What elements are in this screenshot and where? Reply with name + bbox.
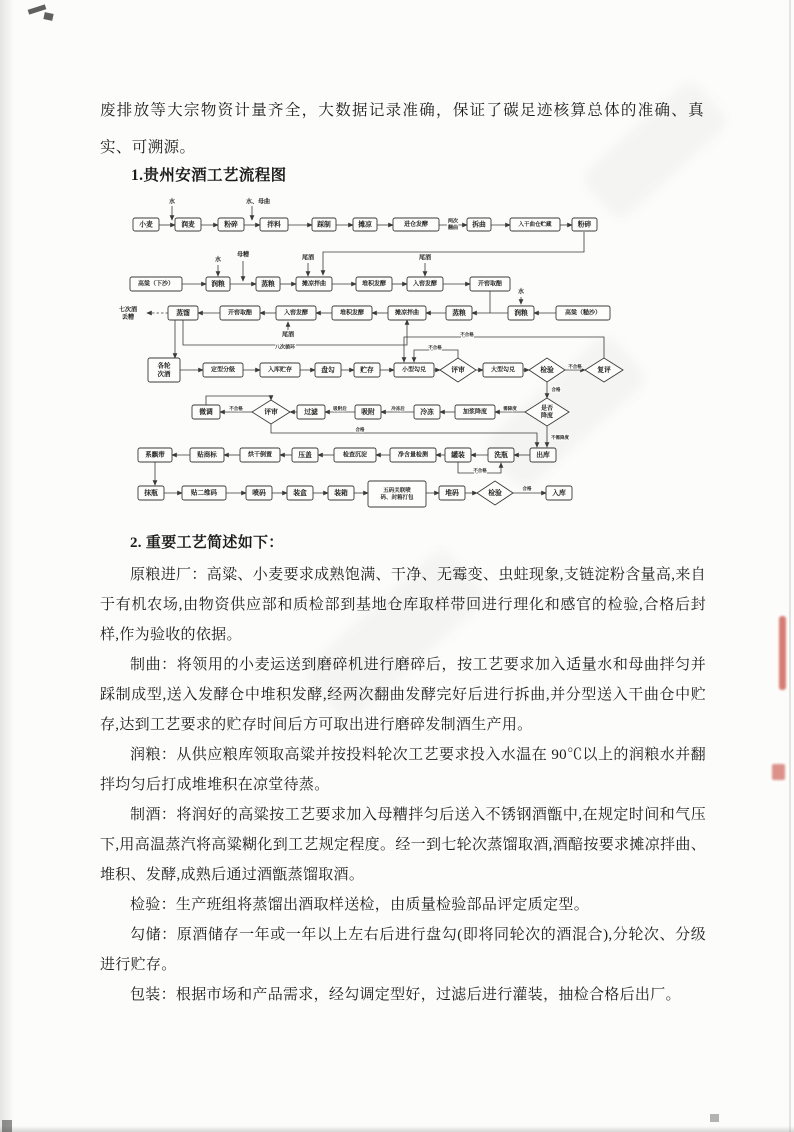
flow-text: 不需降度 (551, 435, 569, 441)
flow-text: 水 (214, 257, 222, 264)
flow-node-lengdong (414, 405, 440, 419)
flow-node-guolv (297, 405, 325, 419)
flow-text: 吸附后 (333, 406, 347, 412)
flow-node-zhuanghe (287, 486, 313, 500)
flow-edge (323, 232, 584, 275)
flow-text: 进仓发酵 (403, 222, 429, 229)
flow-text: 压盖 (298, 451, 312, 459)
flow-text: 合格 (551, 387, 561, 393)
flow-text: 堆码 (445, 489, 459, 497)
body-paragraph: 原粮进厂：高粱、小麦要求成熟饱满、干净、无霉变、虫蛀现象,支链淀粉含量高,来自于有机农场,由物资供应部和质检部到基地仓库取样带回进行理化和感官的检验,合格后封样,作为验收的依据。 (100, 567, 706, 643)
flow-text: 评审 (451, 366, 465, 374)
flow-text: 水 (517, 289, 525, 296)
flow-text: 需降度 (503, 406, 517, 412)
flow-node-duiji-fajiao-1 (356, 277, 392, 291)
flow-node-jiancha-chendian (334, 448, 376, 462)
flow-text: 降度 (540, 413, 554, 420)
flow-node-runliang-1 (206, 277, 230, 291)
flow-text: 开窖取醅 (227, 310, 253, 317)
flow-node-tie-erweima (182, 486, 226, 500)
flow-node-gaoliang-caosha (556, 306, 610, 320)
flow-nodes (130, 218, 623, 507)
flow-node-fensui-2 (572, 218, 597, 231)
flow-node-pangou (315, 363, 341, 377)
flow-text: 摊凉拌曲 (301, 281, 327, 288)
flow-text: 踩制 (317, 221, 331, 229)
flow-text: 粉碎 (224, 221, 238, 229)
flow-text: 入库贮存 (267, 367, 293, 374)
flow-text: 润粮 (211, 280, 225, 288)
flow-text: 摊凉 (358, 221, 372, 229)
body-paragraph: 制酒：将润好的高粱按工艺要求加入母糟拌匀后送入不锈钢酒甑中,在规定时间和气压下,用高温蒸汽将高粱糊化到工艺规定程度。经一到七轮次蒸馏取酒,酒醅按要求摊凉拌曲、堆积、发酵,成熟后通过酒甑蒸馏取酒。 (100, 807, 706, 883)
flow-text: 洗瓶 (494, 451, 508, 459)
flow-node-xiaomai (133, 218, 159, 231)
flow-text: 水 (168, 199, 176, 206)
flow-text: 喷码 (252, 489, 266, 497)
flowchart-heading: 1.贵州安酒工艺流程图 (131, 167, 287, 184)
flow-text: 润粮 (514, 309, 528, 317)
flow-text: 高粱（糙沙） (564, 310, 602, 317)
flow-text: 翻曲 (447, 224, 459, 231)
flow-text: 尾酒 (418, 255, 432, 262)
flow-node-shifou-jiangdu (525, 398, 569, 426)
flow-text: 七次酒 (118, 307, 138, 314)
flow-text: 拌料 (267, 221, 281, 229)
flow-node-jinghanliang-jiance (390, 448, 436, 462)
process-heading: 2. 重要工艺简述如下： (130, 535, 284, 551)
flow-text: 大型勾兑 (490, 367, 516, 374)
flow-text: 盘勾 (321, 366, 335, 374)
flow-node-runmai (175, 218, 201, 231)
flow-node-pingshen-1 (440, 358, 476, 382)
flow-text: 加浆降度 (462, 409, 488, 416)
flow-text: 不合格 (428, 345, 442, 351)
flow-node-honggan-daozhi (240, 448, 280, 462)
red-ink-mark (779, 616, 786, 690)
flow-node-xipiaodai (138, 448, 172, 462)
flow-node-jiajiang-jiangdu (455, 405, 495, 419)
flow-text: 蒸粮 (452, 309, 466, 317)
flow-node-caizhi (312, 218, 336, 231)
flow-text: 抹瓶 (144, 489, 158, 497)
flow-edge (206, 396, 271, 405)
flow-text: 贴二维码 (191, 489, 217, 497)
flow-node-fensui-1 (218, 218, 244, 231)
flow-node-fuping (585, 358, 623, 382)
flow-node-duiji-fajiao-2 (332, 306, 372, 320)
flow-node-maping (138, 486, 164, 500)
body-paragraph: 勾储：原酒储存一年或一年以上左右后进行盘勾(即将同轮次的酒混合),分轮次、分级进行贮存。 (100, 927, 706, 973)
flow-node-xiping (488, 448, 514, 462)
flow-node-tieshangbiao (190, 448, 224, 462)
flowchart-svg (95, 192, 710, 537)
flow-text: 母糟 (236, 252, 250, 259)
process-description (100, 528, 706, 1010)
flow-text: 过滤 (304, 408, 318, 416)
flow-node-daxing-goudui (483, 363, 523, 377)
flow-text: 拆曲 (472, 221, 486, 229)
body-paragraph: 检验：生产班组将蒸馏出酒取样送检，由质量检验部品评定质定型。 (130, 897, 590, 913)
flow-text: 次酒 (157, 370, 171, 378)
flow-text: 蒸粮 (261, 280, 275, 288)
flow-text: 烘干倒置 (247, 452, 273, 459)
flow-node-jianyan-1 (529, 358, 565, 382)
flow-text: 两次 (447, 218, 459, 225)
body-paragraph: 润粮：从供应粮库领取高粱并按投料轮次工艺要求投入水温在 90℃以上的润粮水并翻拌均匀后打成堆堆积在凉堂待蒸。 (100, 747, 706, 793)
flow-node-jincang-fajiao (393, 218, 439, 231)
flow-text: 吸附 (361, 408, 375, 416)
flow-text: 蒸馏 (176, 309, 190, 317)
flow-node-gaoliang-xiasha (130, 277, 182, 291)
flow-node-tanliang-banqu-1 (296, 277, 332, 291)
flow-node-ruku (546, 486, 572, 500)
flow-text: 润麦 (181, 221, 195, 229)
flow-text: 入库 (552, 489, 566, 497)
flow-node-ruku-zhucun (260, 363, 300, 377)
flow-node-guanzhuang (445, 448, 471, 462)
flow-text: 冷冻后 (391, 406, 405, 412)
flow-text: 尾酒 (281, 332, 295, 339)
flow-text: 评审 (264, 408, 278, 416)
flow-node-pingshen-2 (252, 400, 290, 424)
scan-corner-mark (710, 1114, 719, 1122)
paragraphs (100, 560, 706, 1010)
intro-paragraph: 废排放等大宗物资计量齐全，大数据记录准确，保证了碳足迹核算总体的准确、真实、可溯源。 (100, 102, 704, 156)
flow-node-banliao (260, 218, 288, 231)
flow-text: 码、封箱打包 (380, 495, 414, 502)
flow-node-kaijiao-qupei-1 (470, 277, 510, 291)
flow-edge (271, 424, 537, 447)
flow-text: 检验 (488, 489, 502, 497)
flow-node-chaiqu (467, 218, 491, 231)
flow-node-zhuangxiang (328, 486, 354, 500)
flow-node-chuku (530, 448, 556, 462)
flow-text: 微调 (199, 408, 213, 416)
flow-edge (183, 320, 407, 345)
flow-text: 小麦 (139, 221, 153, 229)
flow-text: 水、母曲 (245, 199, 271, 206)
flow-node-xifu (355, 405, 381, 419)
flow-node-runliang-2 (508, 306, 534, 320)
flow-node-zhengliang-1 (256, 277, 280, 291)
scan-edge-line (789, 0, 791, 1132)
scan-corner-mark (2, 1120, 12, 1132)
flow-text: 高粱（下沙） (137, 281, 175, 288)
flow-node-penma (246, 486, 272, 500)
flow-text: 入窖发酵 (283, 310, 309, 317)
body-paragraph: 制曲：将领用的小麦运送到磨碎机进行磨碎后，按工艺要求加入适量水和母曲拌匀并踩制成型,送入发酵仓中堆积发酵,经两次翻曲发酵完好后进行拆曲,并分型送入干曲仓中贮存,达到工艺要求的贮存时间后方可取出进行磨碎发制酒生产用。 (100, 657, 706, 733)
flow-text: 各轮 (157, 362, 171, 370)
flow-text: 五码关联喷 (383, 487, 411, 494)
flow-text: 是否 (540, 405, 554, 412)
flow-text: 八次循环 (274, 344, 296, 351)
flow-text: 堆积发酵 (339, 310, 365, 317)
flow-node-ruganqucang (510, 218, 560, 231)
flow-node-zhucun (354, 363, 380, 377)
flow-text: 开窖取醅 (477, 281, 503, 288)
flow-text: 定型分级 (210, 367, 236, 374)
flow-text: 出库 (536, 451, 550, 459)
flow-text: 不合格 (229, 406, 243, 412)
scan-edge-shadow (0, 0, 14, 1132)
red-ink-mark (772, 764, 785, 780)
flow-text: 不合格 (460, 332, 474, 338)
flow-text: 不合格 (473, 468, 487, 474)
flow-text: 冷冻 (420, 408, 434, 416)
flow-text: 不合格 (568, 364, 582, 370)
flow-node-xiaoxing-goudui (394, 363, 434, 377)
flow-text: 摊凉拌曲 (394, 310, 420, 317)
flow-text: 检查沉淀 (342, 452, 368, 459)
flow-text: 检验 (540, 366, 554, 374)
flow-text: 贮存 (360, 366, 374, 374)
flow-text: 堆积发酵 (361, 281, 387, 288)
flow-node-zhengliu (168, 306, 198, 320)
flow-text: 复评 (597, 366, 611, 374)
flow-text: 入干曲仓贮藏 (518, 221, 552, 228)
flow-text: 系飘带 (145, 451, 165, 459)
flow-node-tanliang-banqu-2 (388, 306, 426, 320)
flow-node-weitiao (192, 405, 220, 419)
flow-text: 粉碎 (577, 221, 592, 229)
flow-text: 贴商标 (197, 451, 217, 459)
flow-text: 装盒 (293, 489, 307, 497)
scan-corner-mark (43, 12, 53, 21)
flow-node-dingxing-fenji (203, 363, 243, 377)
flow-node-jianyan-2 (477, 481, 513, 505)
scan-edge-bottom (0, 1126, 794, 1132)
flow-text: 罐装 (451, 451, 465, 459)
flow-text: 尾酒 (301, 255, 315, 262)
process-flowchart (95, 192, 710, 537)
flow-text: 装箱 (334, 489, 348, 497)
flow-node-zhengliang-2 (446, 306, 472, 320)
flow-node-lunciju (148, 358, 180, 382)
flow-node-kaijiao-qupei-2 (220, 306, 260, 320)
flow-text: 入窖发酵 (412, 281, 438, 288)
flow-text: 小型勾兑 (401, 367, 427, 374)
flow-node-wuma-guanlian (368, 481, 426, 507)
flow-node-duima (439, 486, 465, 500)
flow-node-yagai (292, 448, 318, 462)
flow-edge (414, 350, 458, 362)
flow-node-tanliang (353, 218, 377, 231)
flow-node-rujiao-fajiao-2 (276, 306, 316, 320)
flow-text: 净含量检测 (397, 452, 429, 459)
flow-text: 丢糟 (121, 315, 135, 322)
body-paragraph: 包装：根据市场和产品需求，经勾调定型好，过滤后进行灌装，抽检合格后出厂。 (130, 987, 681, 1003)
flow-text: 合格 (355, 427, 365, 433)
flow-text: 合格 (522, 486, 532, 492)
flow-node-rujiao-fajiao-1 (407, 277, 443, 291)
